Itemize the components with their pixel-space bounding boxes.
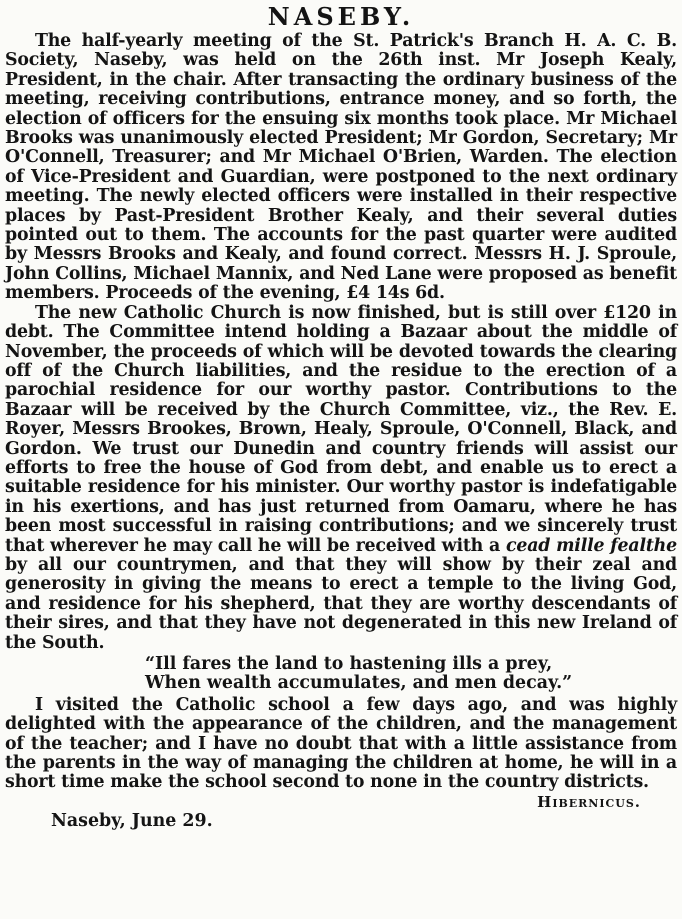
irish-phrase: cead mille fealthe	[505, 535, 677, 556]
quote-line-1: “Ill fares the land to hastening ills a prey,	[145, 654, 553, 674]
paragraph-church-bazaar-text-2: by all our countrymen, and that they will show by their zeal and generosity in giving the means to erect a temple to the living God, and residence for his shepherd, that they are worthy descendants of their sires, and that they have not degenerated in this new Ireland of the South.	[5, 554, 677, 653]
paragraph-society-meeting: The half-yearly meeting of the St. Patrick's Branch H. A. C. B. Society, Naseby, was held on the 26th inst. Mr Joseph Kealy, President, in the chair. After transacting the ordinary business of the meeting, receiving contributions, entrance money, and so forth, the election of officers for the ensuing six months took place. Mr Michael Brooks was unanimously elected President; Mr Gordon, Secretary; Mr O'Connell, Treasurer; and Mr Michael O'Brien, Warden. The election of Vice-President and Guardian, were postponed to the next ordinary meeting. The newly elected officers were installed in their respective places by Past-President Brother Kealy, and their several duties pointed out to them. The accounts for the past quarter were audited by Messrs Brooks and Kealy, and found correct. Messrs H. J. Sproule, John Collins, Michael Mannix, and Ned Lane were proposed as benefit members. Proceeds of the evening, £4 14s 6d.	[5, 31, 677, 304]
paragraph-church-bazaar-text-1: The new Catholic Church is now finished, but is still over £120 in debt. The Committee intend holding a Bazaar about the middle of November, the proceeds of which will be devoted towards the clearing off of the Church liabilities, and the residue to the erection of a parochial residence for our worthy pastor. Contributions to the Bazaar will be received by the Church Committee, viz., the Rev. E. Royer, Messrs Brookes, Brown, Healy, Sproule, O'Connell, Black, and Gordon. We trust our Dunedin and country friends will assist our efforts to free the house of God from debt, and enable us to erect a suitable residence for his minister. Our worthy pastor is indefatigable in his exertions, and has just returned from Oamaru, where he has been most successful in raising contributions; and we sincerely trust that wherever he may call he will be received with a	[5, 302, 677, 556]
poem-quotation	[145, 655, 677, 694]
article-headline: NASEBY.	[267, 2, 415, 31]
dateline: Naseby, June 29.	[51, 810, 213, 831]
author-signature: Hibernicus.	[537, 792, 641, 811]
paragraph-school-visit: I visited the Catholic school a few days ago, and was highly delighted with the appearance of the children, and the management of the teacher; and I have no doubt that with a little assistance from the parents in the way of managing the children at home, he will in a short time make the school second to none in the country districts.	[5, 694, 677, 793]
quote-line-2: When wealth accumulates, and men decay.”	[145, 673, 573, 694]
paragraph-church-bazaar	[5, 304, 677, 653]
